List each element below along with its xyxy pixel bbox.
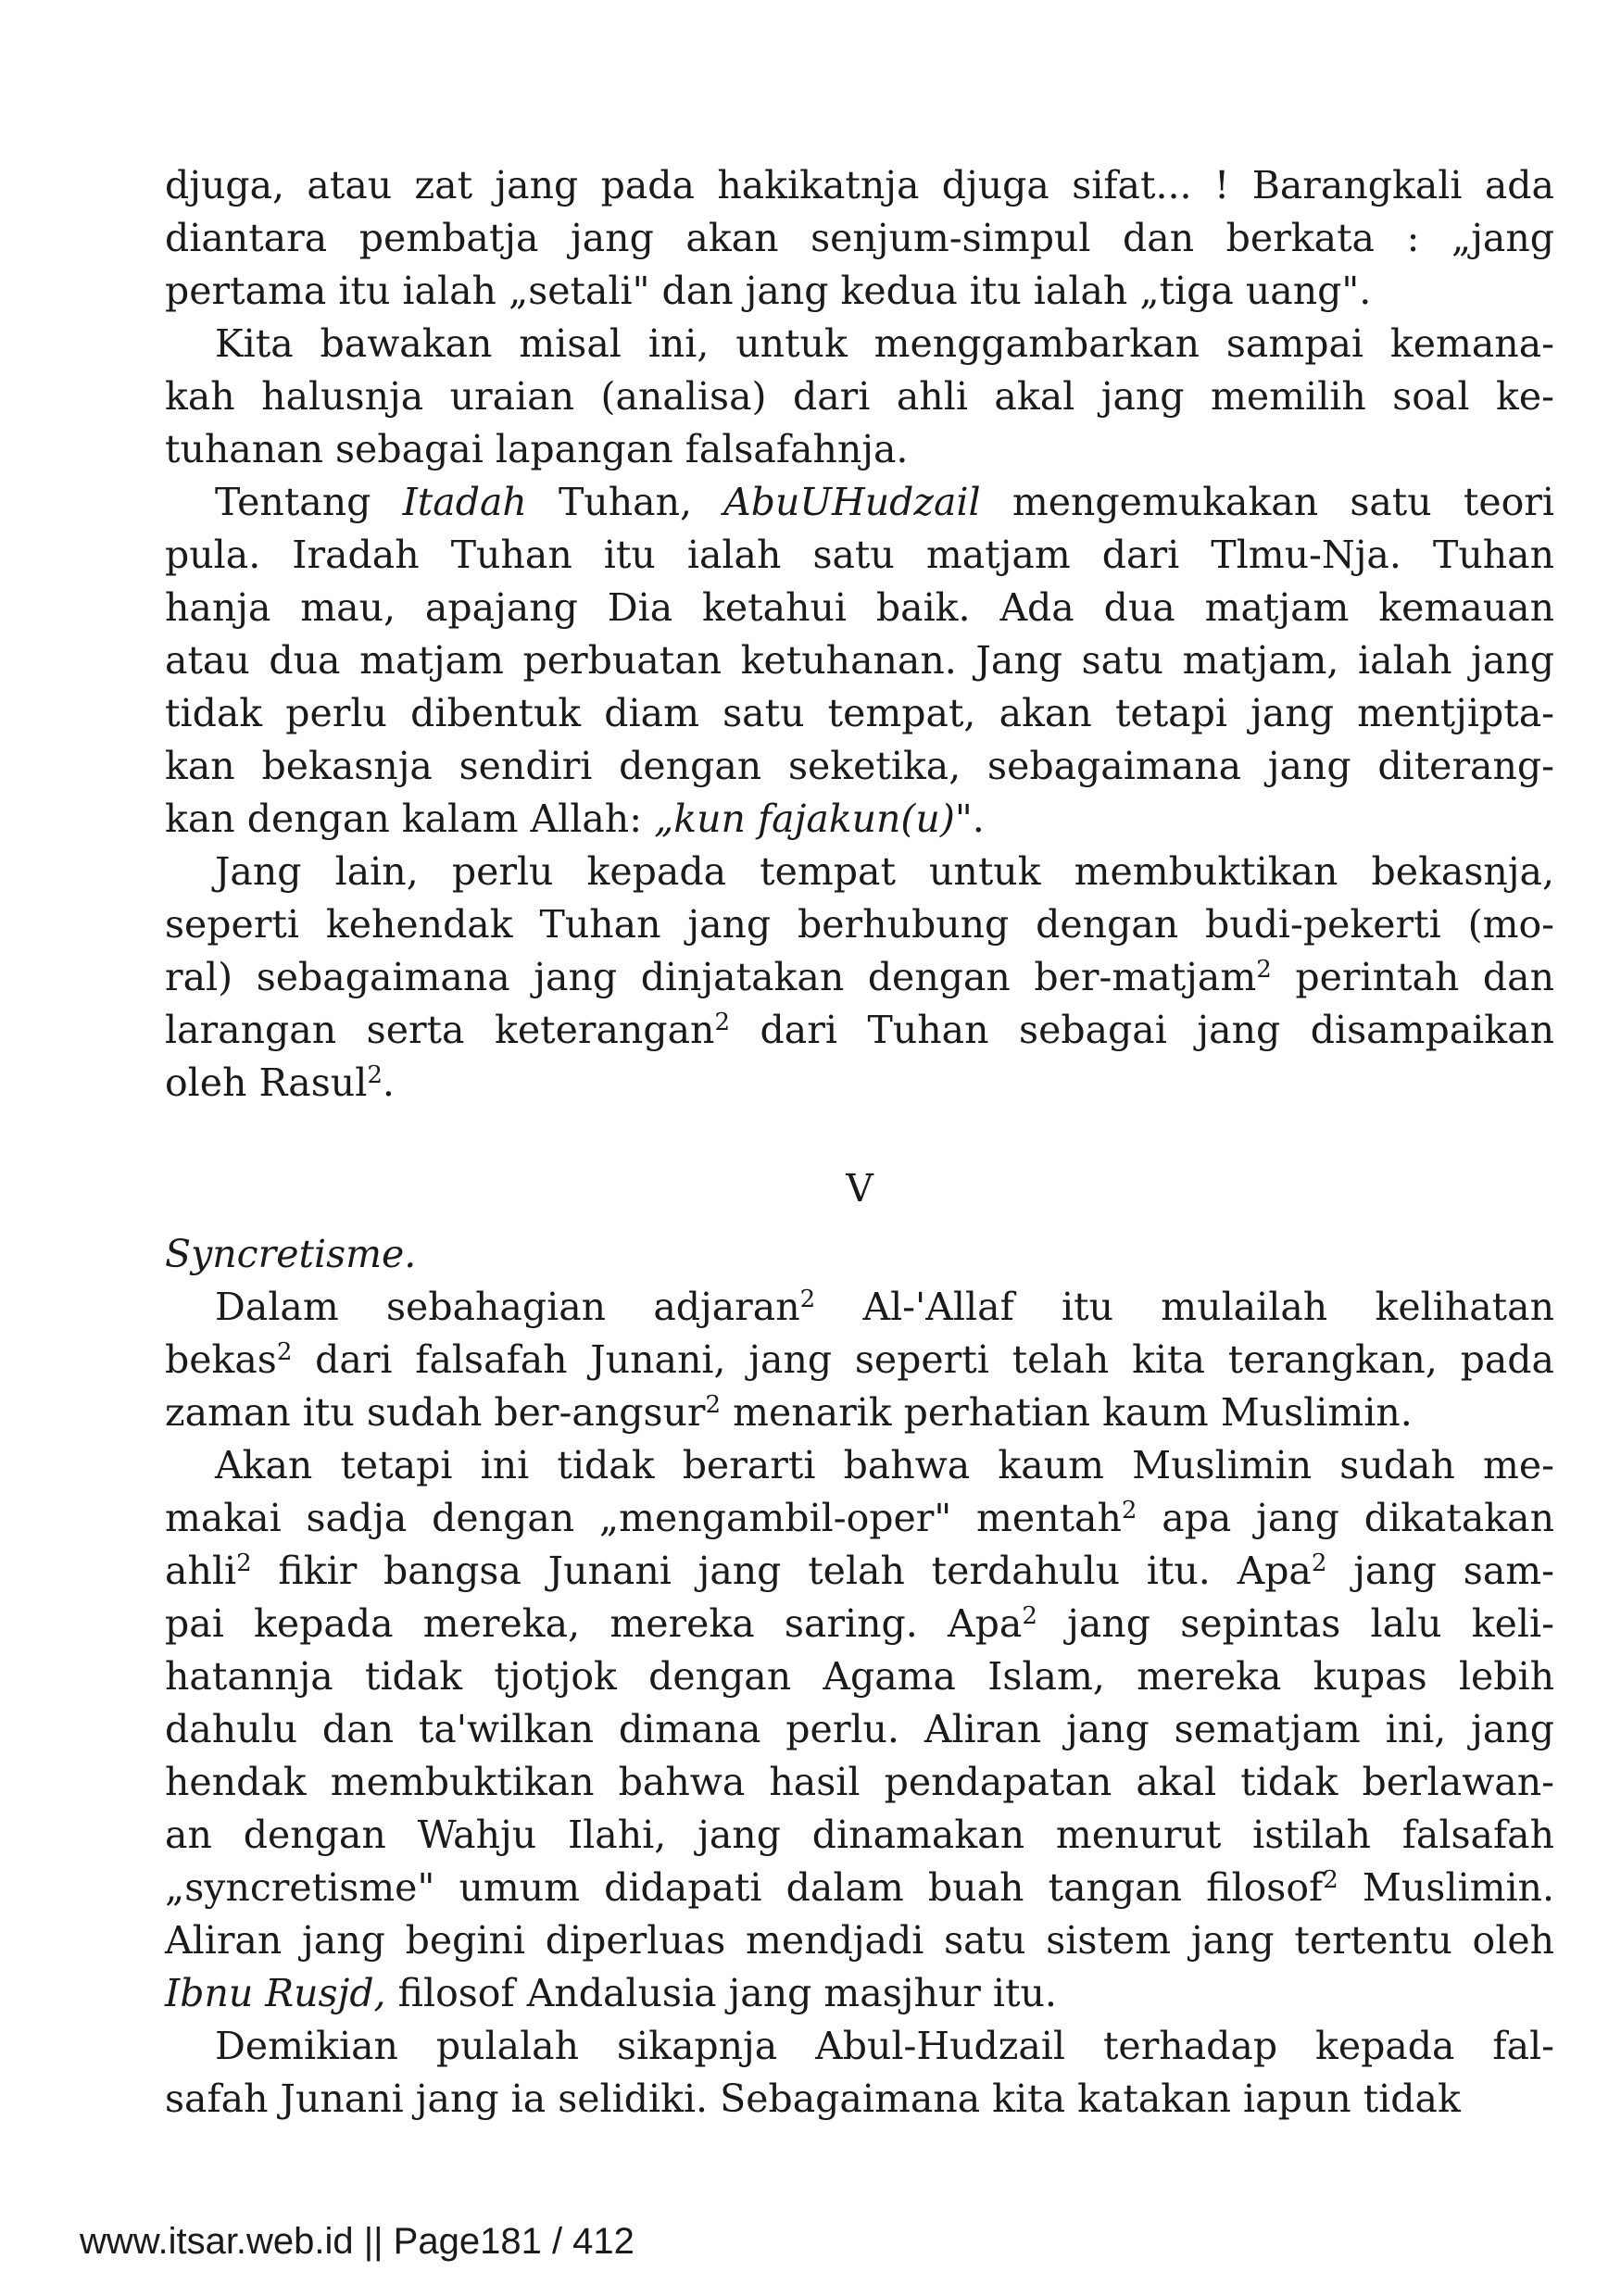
text-fragment: larangan serta keterangan — [165, 1008, 715, 1052]
text-fragment: Dalam sebahagian adjaran — [215, 1285, 800, 1329]
italic-term: AbuUHudzail — [723, 480, 981, 524]
text-fragment: tidak perlu dibentuk diam satu tempat, akan tetapi jang mentjipta- — [165, 691, 1554, 735]
text-fragment: mengemukakan satu teori — [980, 480, 1554, 524]
superscript: 2 — [705, 1391, 722, 1419]
text-fragment: kan bekasnja sendiri dengan seketika, sebagaimana jang diterang- — [165, 744, 1554, 788]
superscript: 2 — [1323, 1866, 1338, 1894]
text-fragment: filosof Andalusia jang masjhur itu. — [385, 1971, 1057, 2015]
text-line — [165, 1703, 1554, 1756]
text-line — [165, 2073, 1554, 2126]
section-subheading: Syncretisme. — [165, 1232, 417, 1276]
text-line — [165, 265, 1554, 318]
text-line — [165, 1492, 1554, 1545]
superscript: 2 — [1121, 1497, 1137, 1524]
text-fragment: pertama itu ialah „setali" dan jang kedua itu ialah „tiga uang". — [165, 269, 1372, 313]
text-fragment: Demikian pulalah sikapnja Abul-Hudzail terhadap kepada fal- — [215, 2024, 1554, 2068]
text-line — [165, 1967, 1554, 2020]
text-line — [165, 1545, 1554, 1598]
superscript: 2 — [1022, 1602, 1037, 1630]
text-fragment: zaman itu sudah ber-angsur — [165, 1390, 706, 1435]
text-line — [165, 1756, 1554, 1809]
text-fragment: „syncretisme" umum didapati dalam buah tangan filosof — [165, 1865, 1324, 1910]
text-fragment: oleh Rasul — [165, 1060, 368, 1105]
text-line — [165, 1004, 1554, 1057]
text-fragment: bekas — [165, 1337, 277, 1382]
text-fragment: Jang lain, perlu kepada tempat untuk membuktikan bekasnja, — [215, 849, 1554, 894]
text-line — [165, 1057, 1554, 1110]
text-fragment: seperti kehendak Tuhan jang berhubung dengan budi-pekerti (mo- — [165, 902, 1554, 947]
text-fragment: Tentang — [215, 480, 403, 524]
text-line — [165, 846, 1554, 898]
text-line — [165, 951, 1554, 1004]
page-footer: www.itsar.web.id || Page181 / 412 — [80, 2221, 635, 2262]
text-line — [165, 1281, 1554, 1334]
text-fragment: Akan tetapi ini tidak berarti bahwa kaum Muslimin sudah me- — [215, 1443, 1554, 1487]
text-fragment: Aliran jang begini diperluas mendjadi satu sistem jang tertentu oleh — [165, 1918, 1554, 1963]
text-fragment: jang sepintas lalu keli- — [1037, 1601, 1554, 1646]
superscript: 2 — [367, 1061, 383, 1089]
text-line — [165, 1334, 1554, 1386]
italic-term: Ibnu Rusjd, — [165, 1971, 386, 2015]
text-fragment: menarik perhatian kaum Muslimin. — [721, 1390, 1413, 1435]
text-line — [165, 634, 1554, 687]
text-fragment: hanja mau, apajang Dia ketahui baik. Ada dua matjam kemauan — [165, 585, 1554, 630]
text-fragment: jang sam- — [1326, 1549, 1554, 1593]
text-line — [165, 529, 1554, 582]
text-fragment: hendak membuktikan bahwa hasil pendapatan akal tidak berlawan- — [165, 1760, 1554, 1804]
text-fragment: Al-'Allaf itu mulailah kelihatan — [815, 1285, 1554, 1329]
text-line — [165, 687, 1554, 740]
text-line — [165, 1598, 1554, 1650]
text-fragment: fikir bangsa Junani jang telah terdahulu itu. Apa — [251, 1549, 1312, 1593]
text-line — [165, 1914, 1554, 1967]
text-fragment: Kita bawakan misal ini, untuk menggambarkan sampai kemana- — [215, 321, 1554, 366]
text-fragment: . — [972, 797, 985, 841]
text-line — [165, 1862, 1554, 1914]
section-heading: V — [846, 1166, 873, 1211]
text-fragment: ral) sebagaimana jang dinjatakan dengan ber-matjam — [165, 955, 1257, 999]
text-fragment: diantara pembatja jang akan senjum-simpul dan berkata : „jang — [165, 216, 1554, 260]
text-line — [165, 1809, 1554, 1862]
superscript: 2 — [276, 1338, 293, 1366]
text-line — [165, 582, 1554, 634]
text-line — [165, 1386, 1554, 1439]
text-fragment: perintah dan — [1271, 955, 1554, 999]
text-fragment: Muslimin. — [1338, 1865, 1555, 1910]
text-line — [165, 318, 1554, 370]
text-fragment: Tuhan, — [526, 480, 724, 524]
text-fragment: safah Junani jang ia selidiki. Sebagaimana kita katakan iapun tidak — [165, 2076, 1461, 2121]
superscript: 2 — [1311, 1549, 1327, 1577]
text-line — [165, 212, 1554, 265]
superscript: 2 — [236, 1549, 252, 1577]
text-line — [165, 1650, 1554, 1703]
text-line — [165, 370, 1554, 423]
superscript: 2 — [714, 1009, 730, 1036]
text-fragment: dahulu dan ta'wilkan dimana perlu. Aliran jang sematjam ini, jang — [165, 1707, 1554, 1751]
text-fragment: . — [382, 1060, 395, 1105]
italic-term: Itadah — [402, 480, 527, 524]
text-fragment: apa jang dikatakan — [1137, 1496, 1554, 1540]
italic-term: „kun fajakun(u)" — [654, 797, 973, 841]
text-fragment: an dengan Wahju Ilahi, jang dinamakan menurut istilah falsafah — [165, 1813, 1554, 1857]
text-fragment: hatannja tidak tjotjok dengan Agama Islam, mereka kupas lebih — [165, 1654, 1554, 1699]
text-fragment: makai sadja dengan „mengambil-oper" mentah — [165, 1496, 1122, 1540]
text-line — [165, 898, 1554, 951]
text-line — [165, 423, 1554, 476]
text-fragment: tuhanan sebagai lapangan falsafahnja. — [165, 427, 909, 471]
text-fragment: kah halusnja uraian (analisa) dari ahli akal jang memilih soal ke- — [165, 374, 1554, 419]
text-fragment: pula. Iradah Tuhan itu ialah satu matjam dari Tlmu-Nja. Tuhan — [165, 533, 1554, 577]
text-line — [165, 476, 1554, 529]
text-fragment: dari Tuhan sebagai jang disampaikan — [729, 1008, 1554, 1052]
text-fragment: dari falsafah Junani, jang seperti telah kita terangkan, pada — [292, 1337, 1554, 1382]
superscript: 2 — [1256, 956, 1272, 984]
text-fragment: pai kepada mereka, mereka saring. Apa — [165, 1601, 1023, 1646]
text-fragment: djuga, atau zat jang pada hakikatnja djuga sifat... ! Barangkali ada — [165, 163, 1554, 207]
text-line — [165, 740, 1554, 793]
text-line — [165, 159, 1554, 212]
text-fragment: kan dengan kalam Allah: — [165, 797, 655, 841]
text-line — [165, 793, 1554, 846]
text-line — [165, 2020, 1554, 2073]
page-body — [165, 159, 1554, 2126]
text-fragment: atau dua matjam perbuatan ketuhanan. Jang satu matjam, ialah jang — [165, 638, 1554, 683]
superscript: 2 — [799, 1286, 816, 1313]
text-fragment: ahli — [165, 1549, 237, 1593]
text-line — [165, 1439, 1554, 1492]
